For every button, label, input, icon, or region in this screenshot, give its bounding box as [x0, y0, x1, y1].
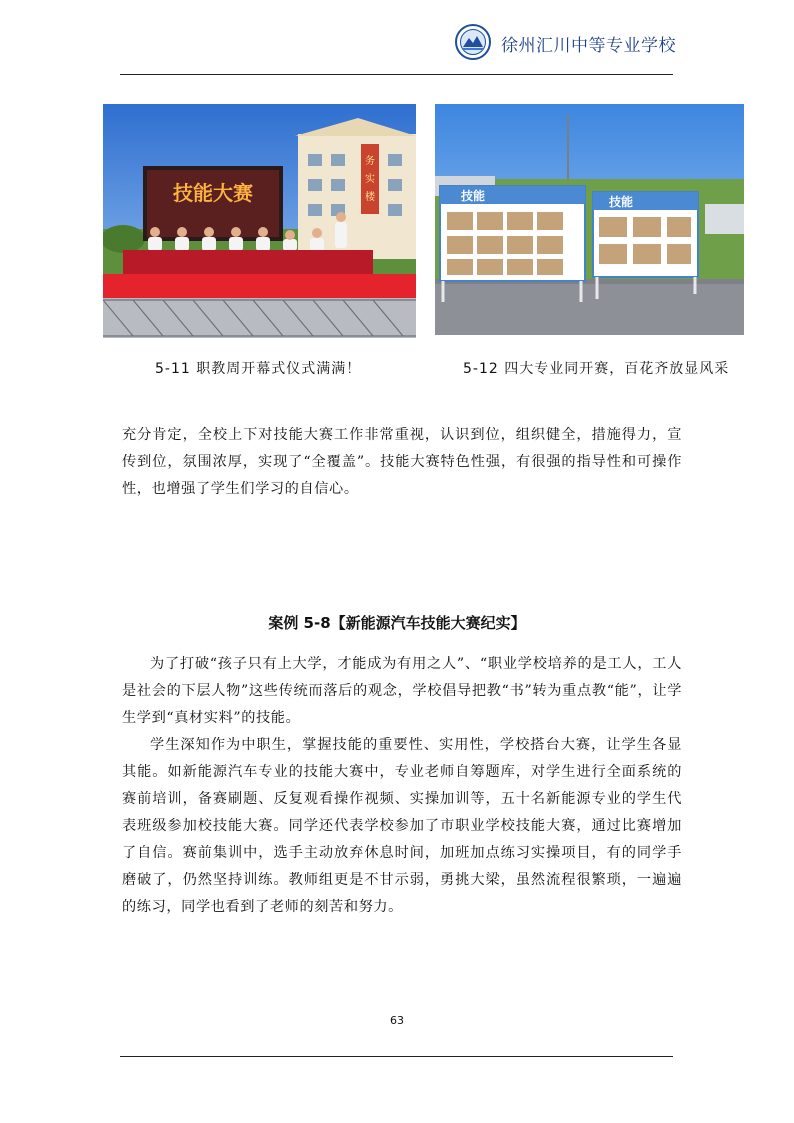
photo-display-boards: [435, 104, 744, 335]
school-name: 徐州汇川中等专业学校: [501, 36, 676, 56]
paragraph-concept: 为了打破“孩子只有上大学，才能成为有用之人”、“职业学校培养的是工人，工人是社会的下层人物”这些传统而落后的观念，学校倡导把教“书”转为重点教“能”，让学生学到“真材实料”的技能。: [122, 656, 682, 726]
svg-text:技能大赛: 技能大赛: [173, 181, 253, 205]
photo-caption-5-12: 5-12 四大专业同开赛，百花齐放显风采: [463, 361, 730, 377]
svg-text:务: 务: [365, 156, 375, 167]
case-heading: 案例 5-8【新能源汽车技能大赛纪实】: [268, 614, 526, 632]
photo-caption-5-11: 5-11 职教周开幕式仪式满满！: [155, 361, 362, 377]
header-divider: [120, 74, 673, 75]
photo-opening-ceremony: [103, 104, 416, 338]
paragraph-training: 学生深知作为中职生，掌握技能的重要性、实用性，学校搭台大赛，让学生各显其能。如新能源汽车专业的技能大赛中，专业老师自筹题库，对学生进行全面系统的赛前培训，备赛刷题、反复观看操作视频、实操加训等，五十名新能源专业的学生代表班级参加校技能大赛。同学还代表学校参加了市职业学校技能大赛，通过比赛增加了自信。赛前集训中，选手主动放弃休息时间，加班加点练习实操项目，有的同学手磨破了，仍然坚持训练。教师组更是不甘示弱，勇挑大梁，虽然流程很繁琐，一遍遍的练习，同学也看到了老师的刻苦和努力。: [122, 737, 682, 915]
footer-divider: [120, 1056, 673, 1057]
svg-text:技能: 技能: [461, 189, 486, 203]
page-number: 63: [390, 1014, 404, 1027]
school-logo: [455, 24, 491, 60]
svg-text:技能: 技能: [609, 195, 634, 209]
paragraph-affirmation: 充分肯定，全校上下对技能大赛工作非常重视，认识到位，组织健全，措施得力，宣传到位，氛围浓厚，实现了“全覆盖”。技能大赛特色性强，有很强的指导性和可操作性，也增强了学生们学习的自信心。: [122, 427, 682, 497]
svg-text:实: 实: [365, 174, 375, 185]
svg-text:楼: 楼: [365, 192, 375, 203]
